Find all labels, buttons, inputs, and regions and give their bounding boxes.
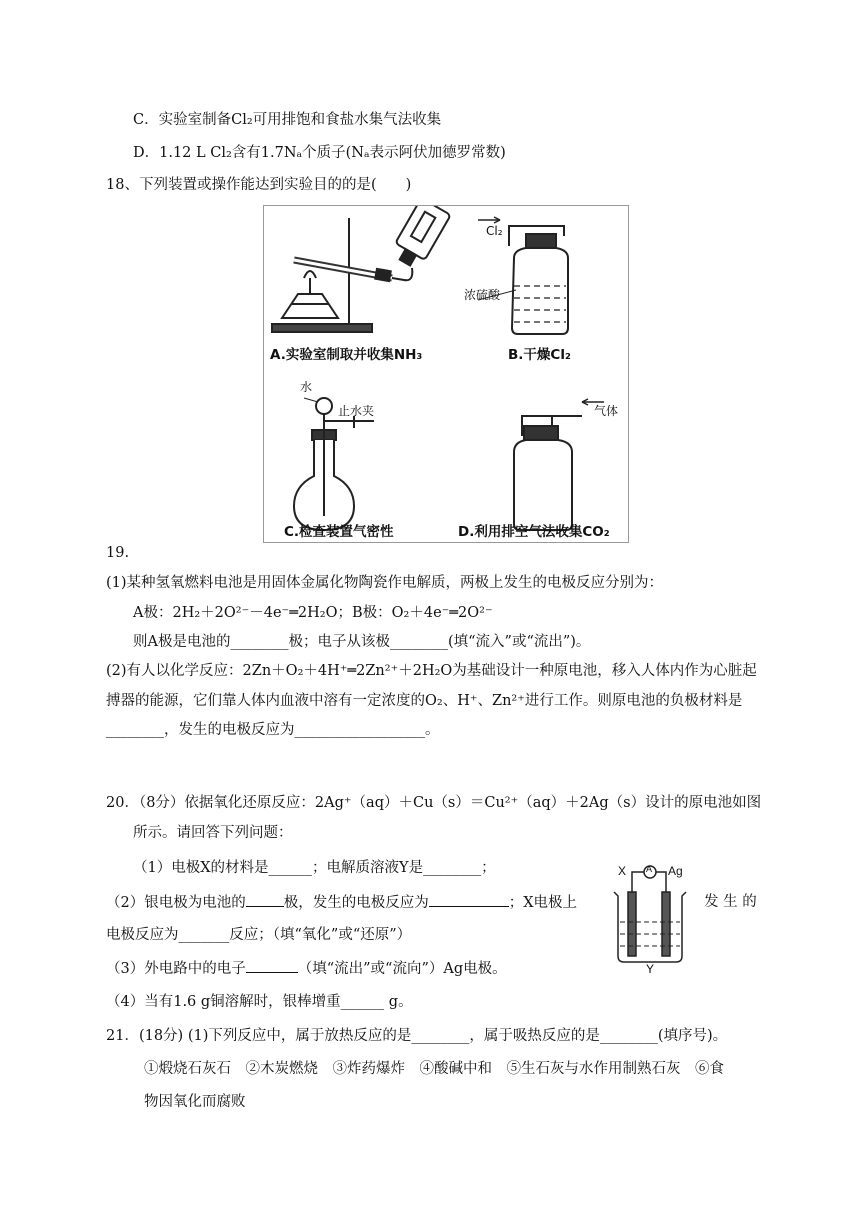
- alcohol-lamp: [282, 294, 338, 318]
- q21-options-line1: ①煅烧石灰石 ②木炭燃烧 ③炸药爆炸 ④酸碱中和 ⑤生石灰与水作用制熟石灰 ⑥食: [144, 1061, 724, 1077]
- label-ammeter: A: [646, 864, 653, 874]
- caption-d: D.利用排空气法收集CO₂: [458, 524, 610, 540]
- q20-line1: 20．（8分）依据氧化还原反应：2Ag⁺（aq）＋Cu（s）＝Cu²⁺（aq）＋2Ag（s）设计的原电池如图: [106, 795, 762, 811]
- q19-part2-line2: 搏器的能源，它们靠人体内血液中溶有一定浓度的O₂、H⁺、Zn²⁺进行工作。则原电池的负极材料是: [106, 693, 743, 709]
- label-clamp: 止水夹: [338, 404, 375, 418]
- galvanic-cell-drawing: [606, 862, 688, 974]
- q20-q2-b: 极，发生的电极反应为: [283, 895, 429, 911]
- label-conc-acid: 浓硫酸: [464, 288, 501, 302]
- q21-options-line2: 物因氧化而腐败: [144, 1094, 246, 1110]
- galvanic-cell-figure: [606, 862, 688, 974]
- beaker: [614, 892, 686, 962]
- label-cl2: Cl₂: [486, 224, 503, 238]
- q20-q2-cont: 电极反应为_______反应；（填“氧化”或“还原”）: [106, 927, 412, 943]
- q20-q3-b: （填“流出”或“流向”）Ag电极。: [297, 961, 507, 977]
- inverted-bottle: [389, 206, 450, 270]
- q20-q2-d: 发 生 的: [704, 894, 757, 910]
- q20-q4: （4）当有1.6 g铜溶解时，银棒增重______ g。: [106, 994, 413, 1010]
- wash-bottle: [512, 248, 568, 334]
- q18-stem: 18、下列装置或操作能达到实验目的的是( ): [106, 177, 412, 193]
- q20-q2: [106, 892, 577, 913]
- stand-base: [272, 324, 372, 332]
- q20-q2-a: （2）银电极为电池的: [106, 895, 246, 911]
- q17-option-c: C．实验室制备Cl₂可用排饱和食盐水集气法收集: [133, 112, 442, 128]
- q19-number: 19.: [106, 545, 130, 561]
- q18-apparatus-figure: [263, 205, 629, 543]
- label-ag: Ag: [668, 864, 683, 878]
- apparatus-drawings: [264, 206, 628, 542]
- q17-option-d: D．1.12 L Cl₂含有1.7Nₐ个质子(Nₐ表示阿伏加德罗常数): [133, 145, 506, 161]
- q19-part1-intro: (1)某种氢氧燃料电池是用固体金属化物陶瓷作电解质，两极上发生的电极反应分别为：: [106, 575, 664, 591]
- q19-part2-line3: ________，发生的电极反应为__________________。: [106, 722, 440, 738]
- q20-q3-a: （3）外电路中的电子: [106, 961, 246, 977]
- funnel-bulb: [316, 398, 332, 414]
- label-y: Y: [646, 962, 655, 976]
- label-water: 水: [300, 380, 313, 394]
- q20-q3: [106, 958, 507, 979]
- q20-q2-c: ；X电极上: [508, 895, 578, 911]
- caption-b: B.干燥Cl₂: [508, 347, 571, 363]
- q19-part1-question: 则A极是电池的________极；电子从该极________(填“流入”或“流出”)。: [133, 634, 591, 650]
- gas-bottle: [514, 440, 572, 530]
- label-x: X: [618, 864, 627, 878]
- q19-part1-equation: A极：2H₂＋2O²⁻－4e⁻═2H₂O；B极：O₂＋4e⁻═2O²⁻: [133, 605, 493, 621]
- caption-a: A.实验室制取并收集NH₃: [270, 347, 423, 363]
- caption-c: C.检查装置气密性: [284, 524, 394, 540]
- q19-part2-line1: (2)有人以化学反应：2Zn＋O₂＋4H⁺═2Zn²⁺＋2H₂O为基础设计一种原电池，移入人体内作为心脏起: [106, 663, 757, 679]
- q20-line2: 所示。请回答下列问题：: [133, 825, 293, 841]
- q21-line1: 21．(18分) (1)下列反应中，属于放热反应的是________，属于吸热反应的是________(填序号)。: [106, 1028, 728, 1044]
- label-gas: 气体: [594, 404, 619, 418]
- q20-q1: （1）电极X的材料是______；电解质溶液Y是________；: [133, 860, 496, 876]
